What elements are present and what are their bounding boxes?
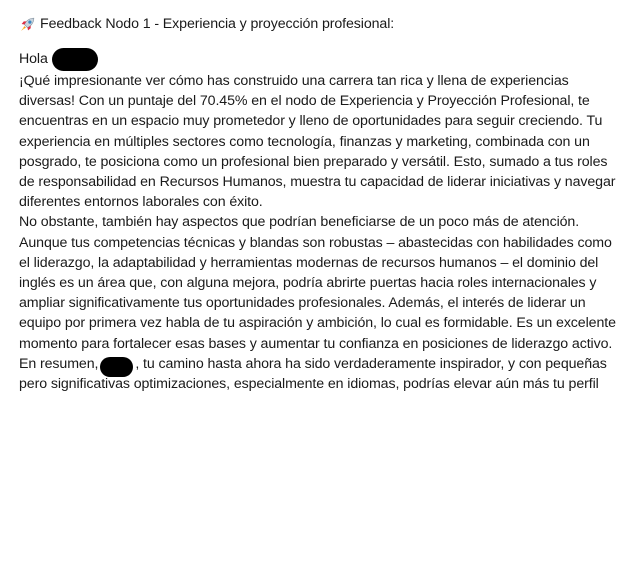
paragraph-improvements: No obstante, también hay aspectos que podrían beneficiarse de un poco más de atención. Aunque tus competencias técnicas y blandas son robustas – abastecidas con habilidades como el liderazgo, la adaptabilidad y herramientas modernas de recursos humanos – el dominio del inglés es un área que, con alguna mejora, podría abrirte puertas hacia roles internacionales y ampliar significativamente tus oportunidades profesionales. Además, el interés de liderar un equipo por primera vez habla de tu aspiración y ambición, lo cual es formidable. Es un excelente momento para fortalecer esas bases y aumentar tu confianza en posiciones de liderazgo activo. [19,214,616,352]
greeting-line [19,47,623,71]
redacted-name [52,48,98,71]
summary-text: , tu camino hasta ahora ha sido verdaderamente inspirador, y con pequeñas pero significativas optimizaciones, especialmente en idiomas, podrías elevar aún más tu perfil [19,355,607,393]
greeting-text: Hola [19,50,48,67]
document-title: Feedback Nodo 1 - Experiencia y proyección profesional: [40,15,395,32]
redacted-name-inline [100,357,133,377]
summary-prefix: En resumen, [19,355,99,372]
rocket-icon [19,16,36,33]
paragraph-strengths: ¡Qué impresionante ver cómo has construido una carrera tan rica y llena de experiencias diversas! Con un puntaje del 70.45% en el nodo de Experiencia y Proyección Profesional, te encuentras en un espacio muy prometedor y lleno de oportunidades para seguir creciendo. Tu experiencia en múltiples sectores como tecnología, finanzas y marketing, combinada con un posgrado, te posiciona como un profesional bien preparado y versátil. Esto, sumado a tus roles de responsabilidad en Recursos Humanos, muestra tu capacidad de liderar iniciativas y navegar diferentes entornos laborales con éxito. [19,73,616,211]
paragraph-summary [19,354,623,394]
document-heading [19,13,623,35]
feedback-document [19,13,623,394]
